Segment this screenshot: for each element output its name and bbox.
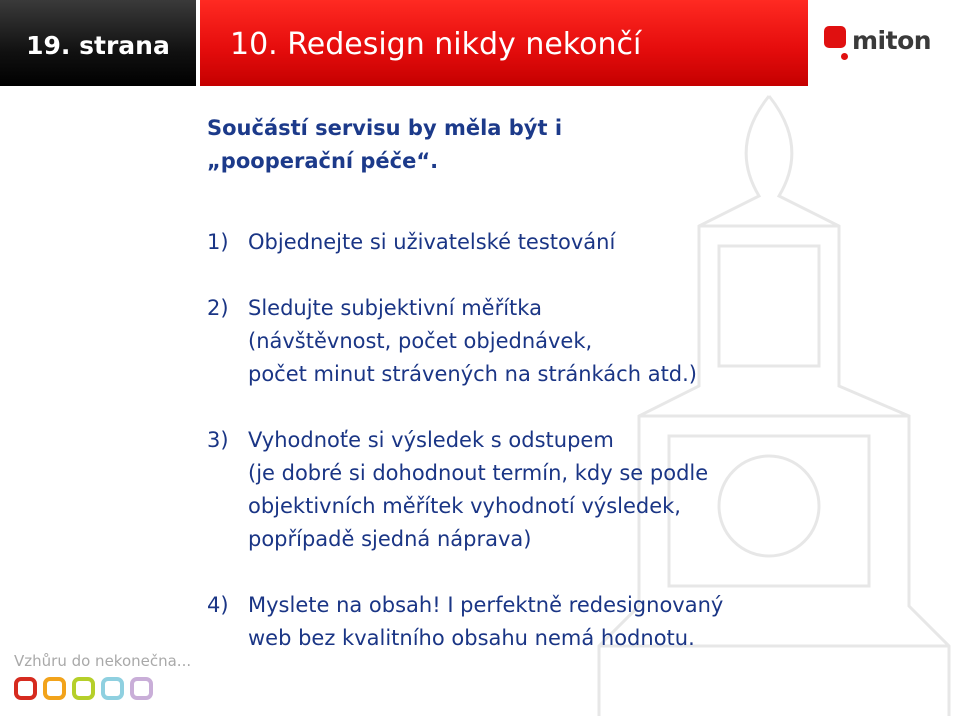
list-number: 4) (207, 593, 229, 617)
miton-logo (824, 26, 944, 66)
list-item-line: (je dobré si dohodnout termín, kdy se podle (248, 461, 709, 485)
list-item (207, 226, 907, 259)
logo-dot-icon (841, 53, 848, 60)
numbered-list (207, 226, 907, 688)
logo-text: miton (852, 26, 932, 55)
list-item-text (248, 292, 907, 391)
list-number: 3) (207, 428, 229, 452)
slide-title: 10. Redesign nikdy nekončí (200, 0, 808, 86)
page-number-label: 19. strana (0, 0, 196, 86)
list-item-text (248, 424, 907, 556)
list-number: 1) (207, 230, 229, 254)
list-item-line: Sledujte subjektivní měřítka (248, 296, 542, 320)
list-item-line: (návštěvnost, počet objednávek, (248, 329, 593, 353)
list-item-line: web bez kvalitního obsahu nemá hodnotu. (248, 626, 695, 650)
intro-heading (207, 112, 727, 178)
color-square-icon (43, 677, 66, 700)
list-item-line: Vyhodnoťe si výsledek s odstupem (248, 428, 614, 452)
miton-logo-icon (824, 26, 846, 48)
list-item-line: počet minut strávených na stránkách atd.) (248, 362, 697, 386)
list-item-line: objektivních měřítek vyhodnotí výsledek, (248, 494, 681, 518)
heading-line: „pooperační péče“. (207, 149, 439, 173)
list-item (207, 292, 907, 391)
list-item-line: Objednejte si uživatelské testování (248, 230, 616, 254)
list-number: 2) (207, 296, 229, 320)
color-square-icon (72, 677, 95, 700)
color-square-icon (130, 677, 153, 700)
list-item (207, 424, 907, 556)
list-item-line: Myslete na obsah! I perfektně redesignovaný (248, 593, 724, 617)
color-square-icon (14, 677, 37, 700)
list-item (207, 589, 907, 655)
footer-color-squares (14, 677, 159, 700)
list-item-line: popřípadě sjedná náprava) (248, 527, 532, 551)
list-item-text (248, 226, 907, 259)
list-item-text (248, 589, 907, 655)
footer-slogan: Vzhůru do nekonečna... (14, 652, 192, 670)
heading-line: Součástí servisu by měla být i (207, 116, 563, 140)
color-square-icon (101, 677, 124, 700)
